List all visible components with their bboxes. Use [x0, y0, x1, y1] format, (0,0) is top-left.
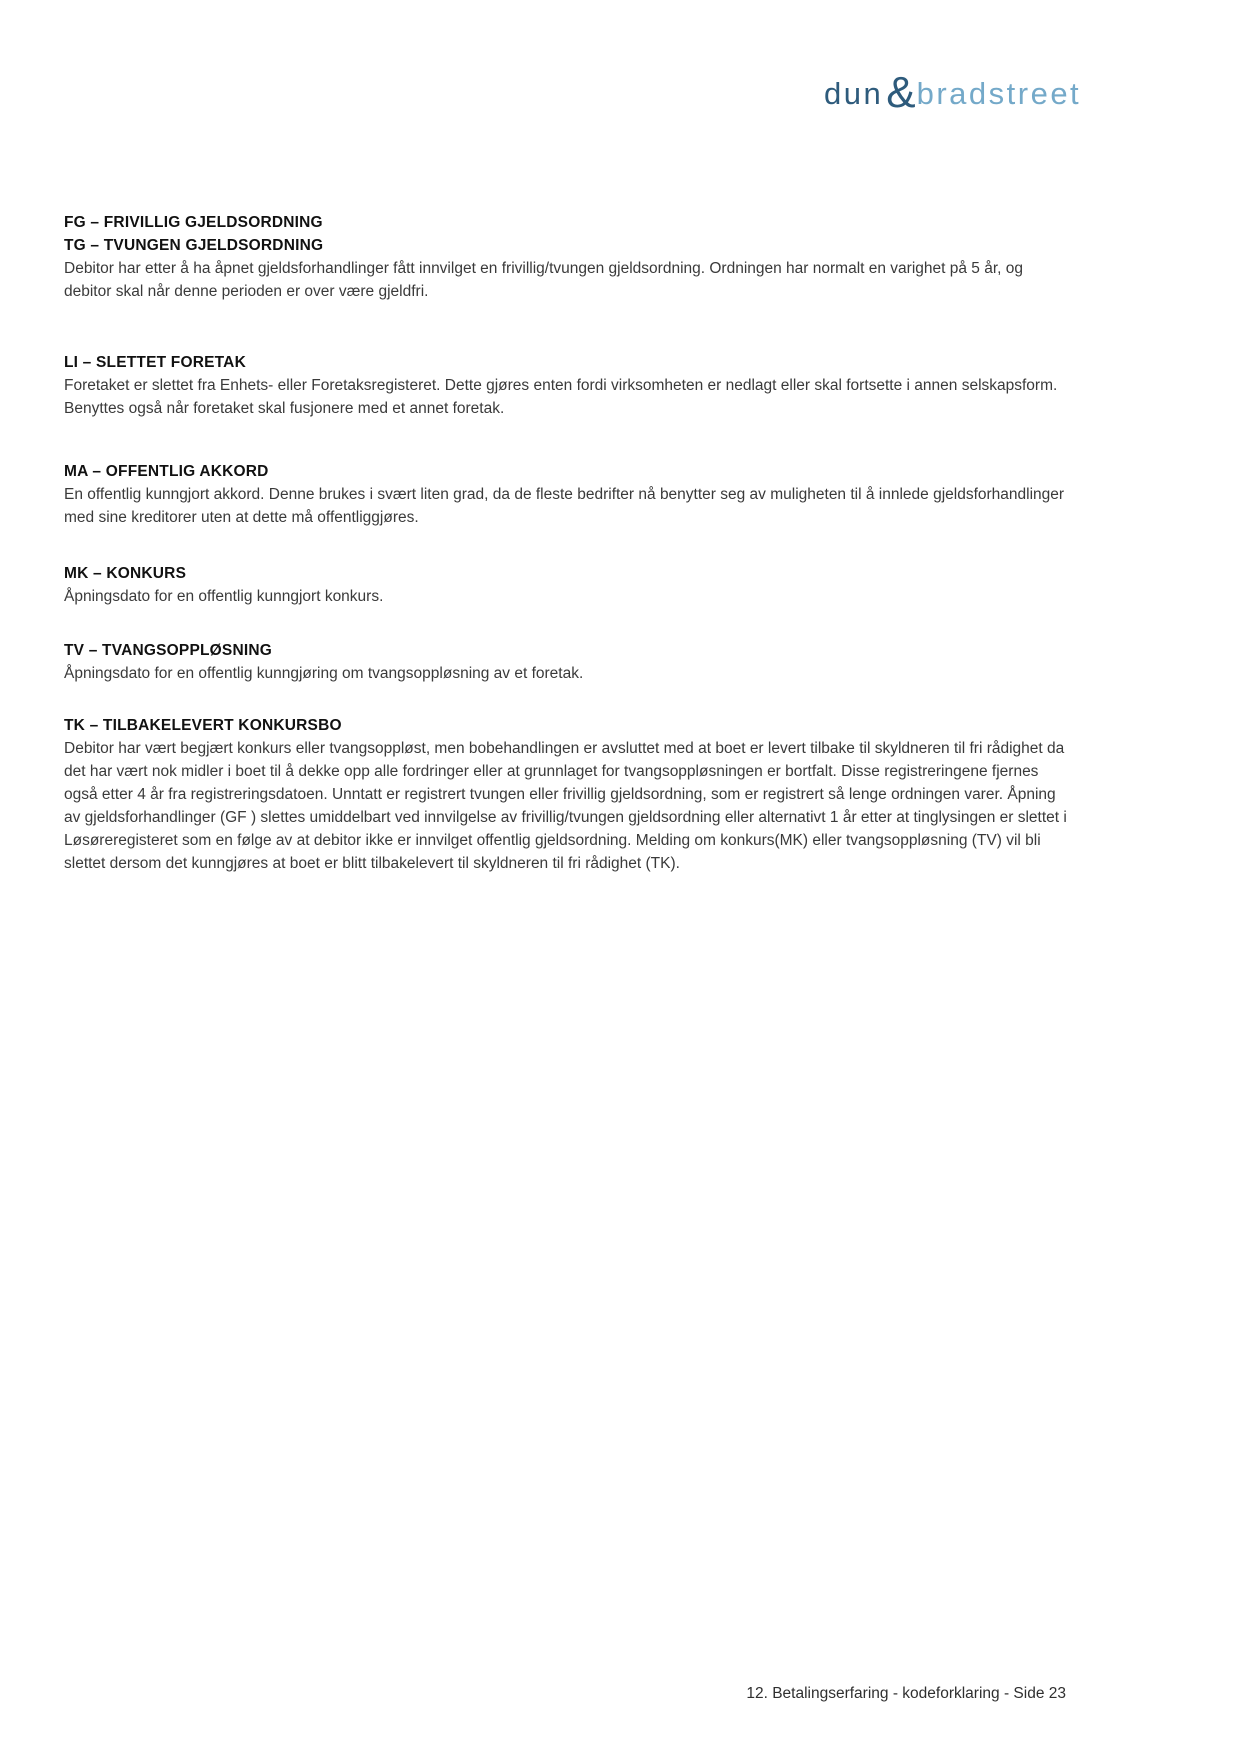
- code-heading-tv: TV – TVANGSOPPLØSNING: [64, 642, 273, 659]
- code-description: Åpningsdato for en offentlig kunngjort konkurs.: [64, 588, 384, 605]
- code-heading-tk: TK – TILBAKELEVERT KONKURSBO: [64, 717, 342, 734]
- page-footer: [64, 1683, 1066, 1705]
- code-heading-mk: MK – KONKURS: [64, 565, 187, 582]
- code-heading-li: LI – SLETTET FORETAK: [64, 354, 246, 371]
- code-description: Foretaket er slettet fra Enhets- eller Foretaksregisteret. Dette gjøres enten fordi virksomheten er nedlagt eller skal fortsette i annen selskapsform. Benyttes også når foretaket skal fusjonere med et annet foretak.: [64, 377, 1058, 417]
- section-fg-tg: [64, 211, 1072, 303]
- code-heading-ma: MA – OFFENTLIG AKKORD: [64, 463, 269, 480]
- logo-text-dun: dun: [824, 76, 884, 111]
- code-heading-tg: TG – TVUNGEN GJELDSORDNING: [64, 237, 324, 254]
- logo-text-bradstreet: bradstreet: [916, 76, 1082, 111]
- code-description: Debitor har vært begjært konkurs eller tvangsoppløst, men bobehandlingen er avsluttet med at boet er levert tilbake til skyldneren til fri rådighet da det har vært nok midler i boet til å dekke opp alle fordringer eller at grunnlaget for tvangsoppløsningen er bortfalt. Disse registreringene fjernes også etter 4 år fra registreringsdatoen. Unntatt er registrert tvungen eller frivillig gjeldsordning, som er registrert så lenge ordningen varer. Åpning av gjeldsforhandlinger (GF ) slettes umiddelbart ved innvilgelse av frivillig/tvungen gjeldsordning eller alternativt 1 år etter at tinglysingen er slettet i Løsøreregisteret som en følge av at debitor ikke er innvilget offentlig gjeldsordning. Melding om konkurs(MK) eller tvangsoppløsning (TV) vil bli slettet dersom det kunngjøres at boet er blitt tilbakelevert til skyldneren til fri rådighet (TK).: [64, 740, 1067, 872]
- code-description: En offentlig kunngjort akkord. Denne brukes i svært liten grad, da de fleste bedrifter nå benytter seg av muligheten til å innlede gjeldsforhandlinger med sine kreditorer uten at dette må offentliggjøres.: [64, 486, 1065, 526]
- code-description: Åpningsdato for en offentlig kunngjøring om tvangsoppløsning av et foretak.: [64, 665, 584, 682]
- section-ma: [64, 460, 1072, 529]
- footer-text: 12. Betalingserfaring - kodeforklaring - Side 23: [746, 1685, 1066, 1702]
- code-explanations: [64, 211, 1072, 875]
- dun-bradstreet-logo: [824, 68, 1082, 117]
- logo-ampersand-icon: &: [886, 68, 916, 117]
- section-tv: [64, 639, 1072, 685]
- section-tk: [64, 714, 1072, 875]
- section-mk: [64, 562, 1072, 608]
- code-heading-fg: FG – FRIVILLIG GJELDSORDNING: [64, 214, 323, 231]
- section-li: [64, 351, 1072, 420]
- code-description: Debitor har etter å ha åpnet gjeldsforhandlinger fått innvilget en frivillig/tvungen gjeldsordning. Ordningen har normalt en varighet på 5 år, og debitor skal når denne perioden er over være gjeldfri.: [64, 260, 1024, 300]
